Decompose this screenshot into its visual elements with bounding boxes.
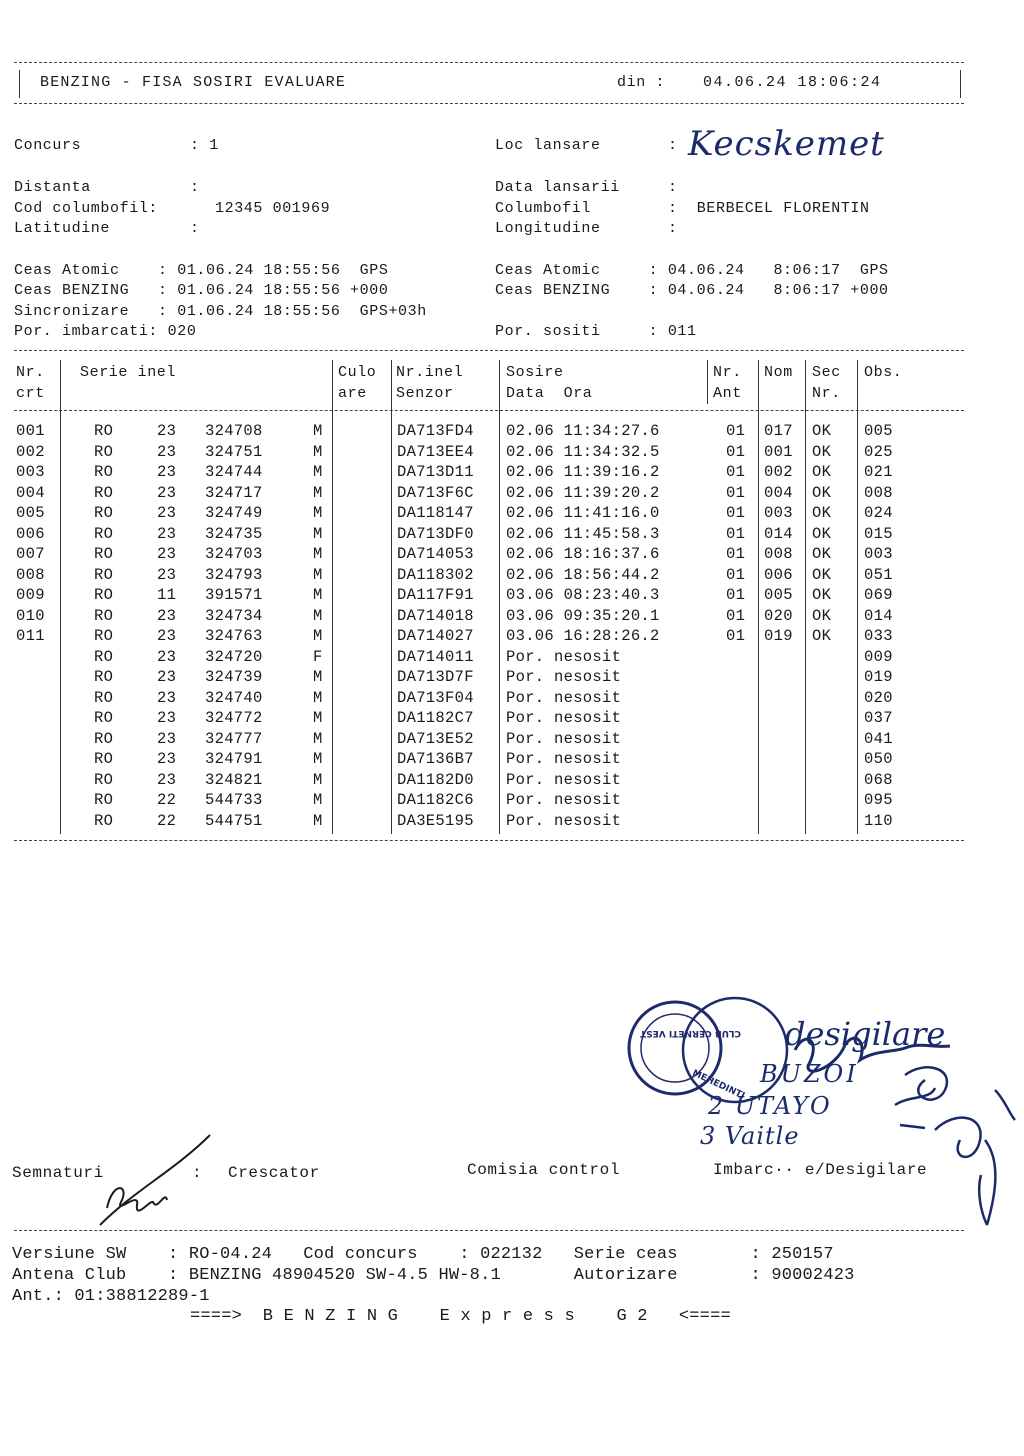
row-obs: 024 bbox=[864, 504, 893, 522]
ceas-atomic-start: Ceas Atomic : 01.06.24 18:55:56 GPS bbox=[14, 262, 389, 279]
row-sec: OK bbox=[812, 504, 832, 522]
crescator-label: Crescator bbox=[228, 1164, 320, 1182]
col-sep-sosire-head bbox=[707, 360, 708, 404]
row-country: RO bbox=[94, 483, 114, 502]
row-sensor: DA714027 bbox=[397, 627, 474, 645]
row-arrival: 02.06 18:16:37.6 bbox=[506, 545, 660, 563]
row-year: 23 bbox=[157, 750, 177, 768]
row-country: RO bbox=[94, 750, 114, 768]
longitudine-value: : bbox=[668, 220, 678, 237]
row-country: RO bbox=[94, 729, 114, 748]
row-year: 11 bbox=[157, 586, 177, 604]
row-nom: 020 bbox=[764, 606, 793, 625]
row-year: 23 bbox=[157, 524, 177, 543]
row-arrival: Por. nesosit bbox=[506, 668, 622, 686]
row-sensor: DA713D11 bbox=[397, 463, 474, 481]
porumbei-sositi: Por. sositi : 011 bbox=[495, 323, 697, 340]
row-ring: 324744 bbox=[205, 463, 263, 481]
row-country: RO bbox=[94, 770, 114, 789]
din-label: din : bbox=[617, 74, 666, 91]
row-sex: M bbox=[313, 688, 323, 707]
stamp-text-club: CLUB CERNETI VEST bbox=[640, 1028, 742, 1038]
row-nr: 008 bbox=[16, 565, 45, 584]
row-country: RO bbox=[94, 524, 114, 543]
row-nom: 001 bbox=[764, 442, 793, 461]
table-row bbox=[0, 525, 1000, 546]
row-sensor: DA118147 bbox=[397, 504, 474, 522]
table-header-border bbox=[14, 410, 964, 411]
row-nr: 006 bbox=[16, 524, 45, 543]
latitudine-label: Latitudine bbox=[14, 220, 111, 237]
row-sex: M bbox=[313, 483, 323, 502]
row-country: RO bbox=[94, 565, 114, 584]
row-nom: 014 bbox=[764, 524, 793, 543]
row-country: RO bbox=[94, 647, 114, 666]
table-row bbox=[0, 812, 1000, 833]
header-bottom-border bbox=[14, 103, 964, 104]
row-sensor: DA7136B7 bbox=[397, 750, 474, 768]
row-nom: 005 bbox=[764, 586, 793, 604]
row-arrival: 02.06 11:34:32.5 bbox=[506, 442, 660, 461]
row-ring: 544751 bbox=[205, 811, 263, 830]
row-obs: 041 bbox=[864, 729, 893, 748]
row-ring: 324740 bbox=[205, 688, 263, 707]
table-row bbox=[0, 443, 1000, 464]
row-arrival: Por. nesosit bbox=[506, 791, 622, 809]
row-sec: OK bbox=[812, 545, 832, 563]
row-country: RO bbox=[94, 668, 114, 686]
row-nr: 005 bbox=[16, 504, 45, 522]
row-sensor: DA713DF0 bbox=[397, 524, 474, 543]
row-antenna: 01 bbox=[726, 504, 746, 522]
row-sex: M bbox=[313, 811, 323, 830]
row-nom: 017 bbox=[764, 422, 793, 440]
row-ring: 324749 bbox=[205, 504, 263, 522]
row-obs: 008 bbox=[864, 483, 893, 502]
row-year: 23 bbox=[157, 545, 177, 563]
porumbei-imbarcati: Por. imbarcati: 020 bbox=[14, 323, 197, 340]
row-antenna: 01 bbox=[726, 483, 746, 502]
row-ring: 324793 bbox=[205, 565, 263, 584]
loc-lansare-label: Loc lansare bbox=[495, 137, 601, 154]
row-year: 23 bbox=[157, 729, 177, 748]
row-obs: 110 bbox=[864, 811, 893, 830]
stamp-text-mehedinti: MEHEDINTI bbox=[690, 1068, 747, 1102]
row-arrival: Por. nesosit bbox=[506, 750, 622, 768]
row-year: 22 bbox=[157, 791, 177, 809]
header-senzor: Senzor bbox=[396, 385, 454, 402]
row-arrival: 03.06 16:28:26.2 bbox=[506, 627, 660, 645]
row-sec: OK bbox=[812, 627, 832, 645]
columbofil-label: Columbofil bbox=[495, 200, 592, 217]
table-row bbox=[0, 607, 1000, 628]
table-row bbox=[0, 689, 1000, 710]
row-arrival: Por. nesosit bbox=[506, 688, 622, 707]
row-antenna: 01 bbox=[726, 565, 746, 584]
footer-ant-line: Ant.: 01:38812289-1 bbox=[12, 1287, 210, 1306]
row-obs: 021 bbox=[864, 463, 893, 481]
header-data-ora: Data Ora bbox=[506, 385, 593, 402]
row-sec: OK bbox=[812, 524, 832, 543]
row-ring: 324821 bbox=[205, 770, 263, 789]
row-sex: M bbox=[313, 586, 323, 604]
row-sensor: DA714011 bbox=[397, 647, 474, 666]
row-country: RO bbox=[94, 442, 114, 461]
table-row bbox=[0, 730, 1000, 751]
ceas-benzing-end: Ceas BENZING : 04.06.24 8:06:17 +000 bbox=[495, 282, 889, 299]
row-sex: M bbox=[313, 668, 323, 686]
longitudine-label: Longitudine bbox=[495, 220, 601, 237]
header-serie-inel: Serie inel bbox=[80, 364, 177, 381]
row-ring: 324708 bbox=[205, 422, 263, 440]
row-sex: M bbox=[313, 442, 323, 461]
row-nr: 007 bbox=[16, 545, 45, 563]
table-row bbox=[0, 463, 1000, 484]
row-sec: OK bbox=[812, 606, 832, 625]
row-sex: M bbox=[313, 709, 323, 727]
report-datetime: 04.06.24 18:06:24 bbox=[703, 74, 882, 91]
row-obs: 014 bbox=[864, 606, 893, 625]
row-country: RO bbox=[94, 545, 114, 563]
row-sex: M bbox=[313, 524, 323, 543]
header-left-border bbox=[19, 70, 20, 98]
row-nom: 019 bbox=[764, 627, 793, 645]
row-arrival: 02.06 11:34:27.6 bbox=[506, 422, 660, 440]
table-row bbox=[0, 709, 1000, 730]
row-year: 23 bbox=[157, 647, 177, 666]
row-antenna: 01 bbox=[726, 524, 746, 543]
row-sensor: DA713E52 bbox=[397, 729, 474, 748]
row-nr: 011 bbox=[16, 627, 45, 645]
row-year: 22 bbox=[157, 811, 177, 830]
row-arrival: Por. nesosit bbox=[506, 770, 622, 789]
row-obs: 095 bbox=[864, 791, 893, 809]
row-ring: 544733 bbox=[205, 791, 263, 809]
row-ring: 324772 bbox=[205, 709, 263, 727]
row-arrival: Por. nesosit bbox=[506, 647, 622, 666]
header-top-border bbox=[14, 62, 964, 63]
row-sec: OK bbox=[812, 565, 832, 584]
row-sensor: DA713F04 bbox=[397, 688, 474, 707]
table-row bbox=[0, 484, 1000, 505]
header-ant: Ant bbox=[713, 385, 742, 402]
data-lansarii-value: : bbox=[668, 179, 678, 196]
row-obs: 068 bbox=[864, 770, 893, 789]
columbofil-value: : BERBECEL FLORENTIN bbox=[668, 200, 870, 217]
row-nom: 004 bbox=[764, 483, 793, 502]
row-arrival: 02.06 11:39:20.2 bbox=[506, 483, 660, 502]
row-country: RO bbox=[94, 627, 114, 645]
row-obs: 005 bbox=[864, 422, 893, 440]
row-country: RO bbox=[94, 709, 114, 727]
row-antenna: 01 bbox=[726, 606, 746, 625]
row-sex: M bbox=[313, 627, 323, 645]
table-bottom-border bbox=[14, 840, 964, 841]
row-year: 23 bbox=[157, 483, 177, 502]
row-nr: 004 bbox=[16, 483, 45, 502]
row-ring: 324777 bbox=[205, 729, 263, 748]
row-sec: OK bbox=[812, 483, 832, 502]
header-culo: Culo bbox=[338, 364, 377, 381]
row-sec: OK bbox=[812, 422, 832, 440]
table-row bbox=[0, 545, 1000, 566]
ceas-benzing-start: Ceas BENZING : 01.06.24 18:55:56 +000 bbox=[14, 282, 389, 299]
row-year: 23 bbox=[157, 422, 177, 440]
distanta-label: Distanta bbox=[14, 179, 91, 196]
table-top-border bbox=[14, 350, 964, 351]
row-sensor: DA713D7F bbox=[397, 668, 474, 686]
row-antenna: 01 bbox=[726, 586, 746, 604]
row-nr: 009 bbox=[16, 586, 45, 604]
row-sensor: DA1182C6 bbox=[397, 791, 474, 809]
row-sensor: DA713F6C bbox=[397, 483, 474, 502]
row-obs: 050 bbox=[864, 750, 893, 768]
header-nr-ant: Nr. bbox=[713, 364, 742, 381]
row-obs: 009 bbox=[864, 647, 893, 666]
row-sensor: DA118302 bbox=[397, 565, 474, 584]
comisia-control-label: Comisia control bbox=[467, 1161, 621, 1179]
row-year: 23 bbox=[157, 688, 177, 707]
row-obs: 025 bbox=[864, 442, 893, 461]
row-obs: 033 bbox=[864, 627, 893, 645]
row-arrival: 02.06 11:45:58.3 bbox=[506, 524, 660, 543]
header-sosire: Sosire bbox=[506, 364, 564, 381]
row-year: 23 bbox=[157, 442, 177, 461]
distanta-value: : bbox=[190, 179, 200, 196]
row-country: RO bbox=[94, 606, 114, 625]
row-ring: 324735 bbox=[205, 524, 263, 543]
row-country: RO bbox=[94, 586, 114, 604]
row-nom: 006 bbox=[764, 565, 793, 584]
row-sensor: DA713EE4 bbox=[397, 442, 474, 461]
row-sensor: DA1182C7 bbox=[397, 709, 474, 727]
row-year: 23 bbox=[157, 668, 177, 686]
row-sensor: DA117F91 bbox=[397, 586, 474, 604]
handwritten-desigilare: desigilare bbox=[785, 1015, 946, 1053]
row-year: 23 bbox=[157, 463, 177, 481]
row-ring: 324734 bbox=[205, 606, 263, 625]
row-arrival: 02.06 18:56:44.2 bbox=[506, 565, 660, 584]
row-sex: M bbox=[313, 463, 323, 481]
signature-scribble-3 bbox=[935, 1118, 981, 1157]
table-row bbox=[0, 566, 1000, 587]
row-year: 23 bbox=[157, 627, 177, 645]
row-ring: 391571 bbox=[205, 586, 263, 604]
loc-lansare-colon: : bbox=[668, 137, 678, 154]
cod-columbofil-value: 12345 001969 bbox=[215, 200, 331, 217]
row-sensor: DA713FD4 bbox=[397, 422, 474, 440]
footer-version-line: Versiune SW : RO-04.24 Cod concurs : 022132 Serie ceas : 250157 bbox=[12, 1245, 834, 1264]
row-country: RO bbox=[94, 422, 114, 440]
concurs-label: Concurs bbox=[14, 137, 82, 154]
row-obs: 020 bbox=[864, 688, 893, 707]
header-are: are bbox=[338, 385, 367, 402]
signature-scribble-4 bbox=[979, 1140, 995, 1225]
row-nom: 008 bbox=[764, 545, 793, 563]
row-country: RO bbox=[94, 504, 114, 522]
row-sex: M bbox=[313, 606, 323, 625]
row-sex: M bbox=[313, 565, 323, 584]
row-obs: 003 bbox=[864, 545, 893, 563]
row-antenna: 01 bbox=[726, 422, 746, 440]
row-ring: 324717 bbox=[205, 483, 263, 502]
header-obs: Obs. bbox=[864, 364, 903, 381]
header-nom: Nom bbox=[764, 364, 793, 381]
row-antenna: 01 bbox=[726, 463, 746, 481]
handwritten-name-2: 2 UTAYO bbox=[708, 1092, 832, 1120]
footer-top-border bbox=[14, 1230, 964, 1231]
ceas-atomic-end: Ceas Atomic : 04.06.24 8:06:17 GPS bbox=[495, 262, 889, 279]
row-country: RO bbox=[94, 811, 114, 830]
header-sec-nr: Nr. bbox=[812, 385, 841, 402]
row-arrival: Por. nesosit bbox=[506, 811, 622, 830]
concurs-value: : 1 bbox=[190, 137, 219, 154]
table-row bbox=[0, 422, 1000, 443]
row-year: 23 bbox=[157, 709, 177, 727]
table-row bbox=[0, 504, 1000, 525]
crescator-signature bbox=[95, 1130, 225, 1230]
handwritten-name-1: BUZOI bbox=[760, 1060, 859, 1088]
semnaturi-label: Semnaturi bbox=[12, 1164, 104, 1182]
row-sex: M bbox=[313, 770, 323, 789]
row-sec: OK bbox=[812, 463, 832, 481]
row-year: 23 bbox=[157, 606, 177, 625]
signature-scribble-5 bbox=[895, 1088, 1015, 1128]
header-nr: Nr. bbox=[16, 364, 45, 381]
row-obs: 019 bbox=[864, 668, 893, 686]
row-ring: 324763 bbox=[205, 627, 263, 645]
row-sec: OK bbox=[812, 442, 832, 461]
row-nr: 001 bbox=[16, 422, 45, 440]
row-arrival: 02.06 11:39:16.2 bbox=[506, 463, 660, 481]
table-row bbox=[0, 750, 1000, 771]
row-ring: 324720 bbox=[205, 647, 263, 666]
row-year: 23 bbox=[157, 504, 177, 522]
table-row bbox=[0, 627, 1000, 648]
footer-antena-line: Antena Club : BENZING 48904520 SW-4.5 HW-8.1 Autorizare : 90002423 bbox=[12, 1266, 855, 1285]
row-sex: M bbox=[313, 729, 323, 748]
row-arrival: 02.06 11:41:16.0 bbox=[506, 504, 660, 522]
semnaturi-colon: : bbox=[192, 1164, 203, 1182]
table-row bbox=[0, 668, 1000, 689]
row-antenna: 01 bbox=[726, 545, 746, 563]
data-lansarii-label: Data lansarii bbox=[495, 179, 620, 196]
row-ring: 324703 bbox=[205, 545, 263, 563]
footer-brand-line: ====> B E N Z I N G E x p r e s s G 2 <==== bbox=[190, 1307, 731, 1326]
row-country: RO bbox=[94, 791, 114, 809]
latitudine-value: : bbox=[190, 220, 200, 237]
row-country: RO bbox=[94, 688, 114, 707]
row-arrival: 03.06 09:35:20.1 bbox=[506, 606, 660, 625]
row-sex: M bbox=[313, 545, 323, 563]
row-ring: 324791 bbox=[205, 750, 263, 768]
table-row bbox=[0, 771, 1000, 792]
row-arrival: Por. nesosit bbox=[506, 729, 622, 748]
row-sex: M bbox=[313, 750, 323, 768]
table-row bbox=[0, 648, 1000, 669]
row-arrival: 03.06 08:23:40.3 bbox=[506, 586, 660, 604]
row-nom: 002 bbox=[764, 463, 793, 481]
row-nr: 010 bbox=[16, 606, 45, 625]
cod-columbofil-label: Cod columbofil: bbox=[14, 200, 159, 217]
row-sex: M bbox=[313, 422, 323, 440]
row-sec: OK bbox=[812, 586, 832, 604]
table-row bbox=[0, 586, 1000, 607]
sincronizare: Sincronizare : 01.06.24 18:55:56 GPS+03h bbox=[14, 303, 427, 320]
row-sensor: DA1182D0 bbox=[397, 770, 474, 789]
row-antenna: 01 bbox=[726, 442, 746, 461]
row-country: RO bbox=[94, 463, 114, 481]
row-ring: 324739 bbox=[205, 668, 263, 686]
header-right-border bbox=[960, 70, 961, 98]
row-obs: 015 bbox=[864, 524, 893, 543]
header-sec: Sec bbox=[812, 364, 841, 381]
row-year: 23 bbox=[157, 770, 177, 789]
row-obs: 069 bbox=[864, 586, 893, 604]
row-nr: 003 bbox=[16, 463, 45, 481]
handwritten-name-3: 3 Vaitle bbox=[700, 1122, 800, 1150]
row-nom: 003 bbox=[764, 504, 793, 522]
document-title: BENZING - FISA SOSIRI EVALUARE bbox=[40, 74, 347, 91]
header-nr-inel: Nr.inel bbox=[396, 364, 464, 381]
row-arrival: Por. nesosit bbox=[506, 709, 622, 727]
row-nr: 002 bbox=[16, 442, 45, 461]
header-crt: crt bbox=[16, 385, 45, 402]
row-ring: 324751 bbox=[205, 442, 263, 461]
row-sensor: DA714018 bbox=[397, 606, 474, 625]
row-sex: M bbox=[313, 504, 323, 522]
table-row bbox=[0, 791, 1000, 812]
row-sensor: DA3E5195 bbox=[397, 811, 474, 830]
row-year: 23 bbox=[157, 565, 177, 584]
row-sensor: DA714053 bbox=[397, 545, 474, 563]
row-obs: 037 bbox=[864, 709, 893, 727]
imbarcare-desigilare-label: Imbarc·· e/Desigilare bbox=[713, 1161, 928, 1179]
loc-lansare-handwritten: Kecskemet bbox=[688, 124, 885, 164]
row-sex: M bbox=[313, 791, 323, 809]
row-antenna: 01 bbox=[726, 627, 746, 645]
row-sex: F bbox=[313, 647, 323, 666]
row-obs: 051 bbox=[864, 565, 893, 584]
